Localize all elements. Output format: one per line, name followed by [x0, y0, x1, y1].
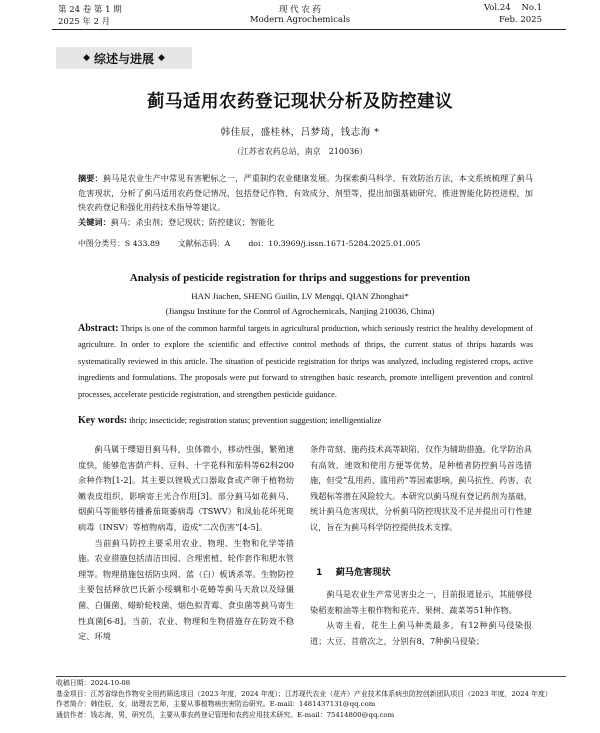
keywords-en — [78, 414, 533, 429]
abstract-cn — [78, 171, 533, 215]
diamond-icon: ◆ — [158, 53, 165, 63]
body-left-column — [78, 442, 294, 645]
abstract-en-text: Thrips is one of the common harmful targets in agricultural production, which seriously restrict the healthy development of agriculture. In order to explore the scientific and effective control methods of thrips, the current status of thrips hazards was systematically reviewed in this article. The situation of pesticide registration for thrips was analyzed, including registered crops, active ingredients and formulations. The proposals were put forward to strengthen basic research, promote intelligent prevention and control processes, accelerate pesticide registration, and strengthen pesticide guidance. — [78, 324, 533, 399]
abstract-cn-label: 摘要： — [78, 173, 103, 183]
authors-cn: 韩佳辰，盛桂林，吕梦琦，钱志海 * — [220, 127, 380, 138]
body-left-paragraph-1: 蓟马属于缨翅目蓟马科，虫体微小，移动性强，繁殖速度快，能够危害荫产科、豆科、十字花科和茄科等62科200余种作物[1-2]。其主要以锉吸式口器取食或产卵于植物幼嫩表皮组织，影响寄主光合作用[3]。部分蓟马如花蓟马、烟蓟马等能够传播番茄斑萎病毒（TSWV）和凤仙花坏死斑病毒（INSV）等植物病毒，造成“二次伤害”[4-5]。 — [78, 444, 294, 532]
doi: doi：10.3969/j.issn.1671-5284.2025.01.005 — [248, 239, 421, 248]
authors-en: HAN Jiachen, SHENG Guilin, LV Mengqi, QIAN Zhonghai* — [191, 291, 409, 301]
affiliation-en: (Jiangsu Institute for the Control of Agrochemicals, Nanjing 210036, China) — [165, 306, 435, 316]
fund-project: 基金项目：江苏省绿色作物安全用药筛选项目（2023 年度，2024 年度）；江苏现代农业（花卉）产业技术体系病虫防控创新团队项目（2023 年度，2024 年度） — [56, 689, 552, 698]
corresponding-author: 通信作者：钱志海，男，研究员，主要从事农药登记管理和农药应用技术研究。E-mail：75414800@qq.com — [56, 710, 395, 719]
section-tag-label: 综述与进展 — [93, 51, 154, 66]
section-tag — [56, 47, 192, 69]
keywords-cn-text: 蓟马；杀虫剂；登记现状；防控建议；智能化 — [110, 217, 275, 227]
footnotes — [56, 678, 566, 720]
received-date: 收稿日期：2024-10-08 — [56, 679, 131, 687]
body-right-paragraph-3: 从寄主看，花生上蓟马种类最多，有12种蓟马侵染报道；大豆、苜蓿次之，分别有8、7种蓟马侵染； — [310, 620, 532, 646]
body-left-paragraph-2: 当前蓟马防控主要采用农业、物理、生物和化学等措施。农业措施包括清洁田园、合理密植、轮作套作和肥水管理等。物理措施包括防虫网、蓝（白）板诱杀等。生物防控主要包括释放巴氏新小绥螨和小花蝽等蓟马天敌以及绿僵菌、白僵菌、蜡蚧轮枝菌、烟色拟青霉、食虫菌等蓟马寄生性真菌[6-8]。当前，农业、物理和生物措施存在防效不稳定、环境 — [78, 537, 294, 642]
keywords-cn-label: 关键词： — [78, 217, 111, 227]
keywords-en-label: Key words: — [78, 415, 128, 426]
abstract-en-label: Abstract: — [78, 323, 119, 334]
author-bio: 作者简介：韩佳辰，女，助理农艺师，主要从事植物病虫害防治研究。E-mail：1481437131@qq.com — [56, 700, 376, 708]
section-heading — [316, 564, 391, 578]
body-right-paragraph-1: 条件苛刻、施药技术高等缺陷，仅作为辅助措施。化学防治具有高效、速效和使用方便等优势，是种植者防控蓟马首选措施，但受“乱用药、滥用药”等因素影响，蓟马抗性、药害、农残超标等潜在风险较大。本研究以蓟马现有登记药剂为基础，统计蓟马危害现状，分析蓟马防控现状及不足并提出可行性建议，旨在为蓟马科学防控提供技术支撑。 — [310, 444, 532, 532]
keywords-cn — [78, 215, 533, 230]
abstract-en — [78, 321, 533, 403]
footnote-rule — [56, 676, 566, 677]
clc-number: 中图分类号：S 433.89 — [78, 239, 160, 248]
section-number: 1 — [316, 567, 323, 578]
affiliation-cn: （江苏省农药总站，南京 210036） — [232, 147, 368, 156]
article-title-cn: 蓟马适用农药登记现状分析及防控建议 — [147, 92, 453, 112]
keywords-en-text: thrip; insecticide; registration status; prevention suggestion; intelligentialize — [129, 416, 382, 425]
diamond-icon: ◆ — [83, 53, 90, 63]
body-right-paragraph-2: 蓟马是农业生产常见害虫之一，目前报道显示，其能够侵染稻麦粮油等主粮作物和花卉、果树、蔬菜等51种作物。 — [310, 589, 532, 615]
journal-name-cn: 现 代 农 药 — [278, 5, 322, 15]
body-right-column — [310, 442, 532, 536]
journal-name-en: Modern Agrochemicals — [249, 15, 351, 25]
body-right-column-cont — [310, 587, 532, 649]
header-date: 2025 年 2 月 — [58, 17, 111, 27]
document-code: 文献标志码：A — [177, 239, 231, 248]
header-date-en: Feb. 2025 — [499, 15, 542, 25]
header-volume: 第 24 卷 第 1 期 — [58, 5, 122, 15]
classification-line — [78, 238, 420, 249]
abstract-cn-text: 蓟马是农业生产中常见有害靶标之一，严重制约农业健康发展。为探索蓟马科学、有效防治方法，本文系统梳理了蓟马危害现状，分析了蓟马适用农药登记情况，包括登记作物、有效成分、剂型等，提出加强基础研究、推进智能化防控进程，加快农药登记和强化用药技术指导等建议。 — [78, 173, 533, 212]
section-title: 蓟马危害现状 — [335, 567, 391, 578]
header-rule — [52, 29, 566, 30]
header-volume-en: Vol.24 No.1 — [483, 3, 542, 13]
article-title-en: Analysis of pesticide registration for thrips and suggestions for prevention — [129, 272, 471, 284]
